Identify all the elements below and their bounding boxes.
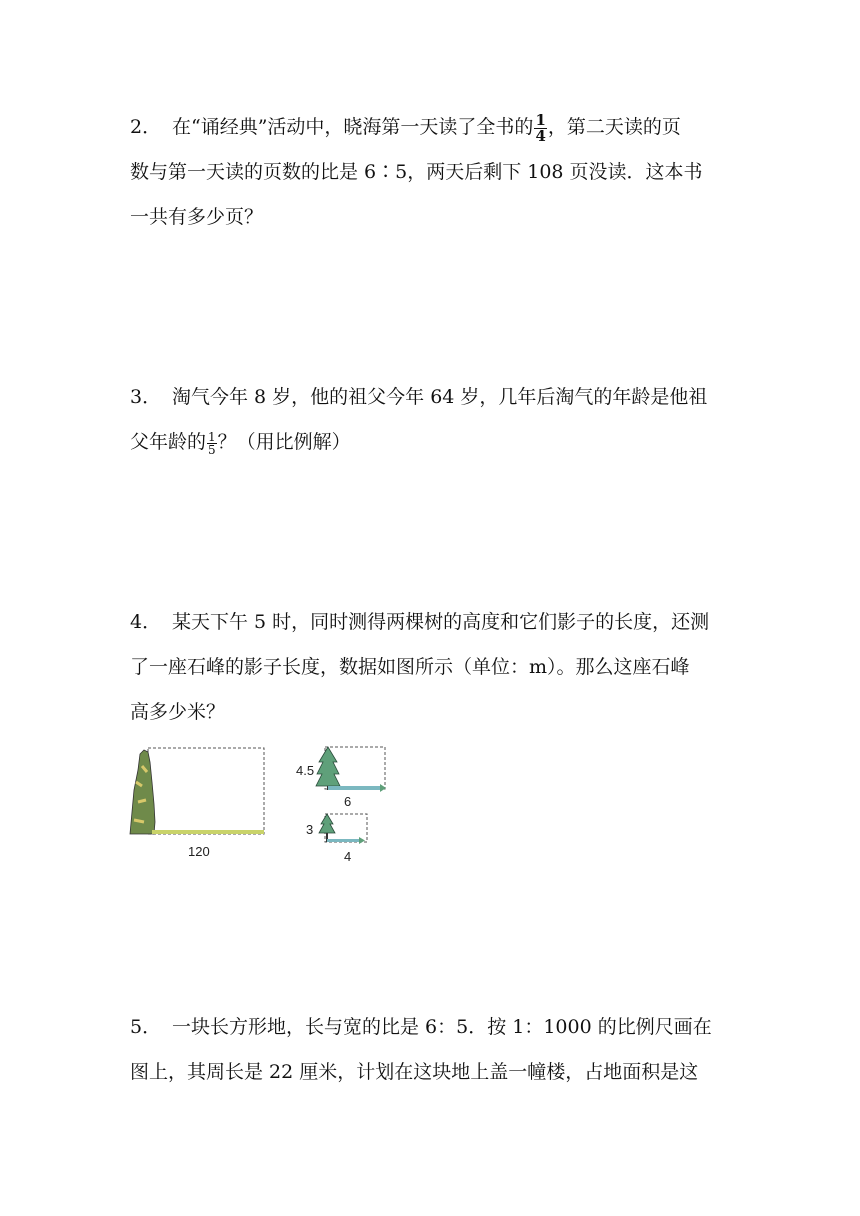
problem-text: ？（用比例解）: [217, 431, 351, 453]
shadow-figure: [128, 742, 398, 867]
tree-2-height-label: 3: [306, 822, 314, 837]
problem-text: 某天下午 5 时，同时测得两棵树的高度和它们影子的长度，还测: [172, 611, 710, 633]
problem-text: 淘气今年 8 岁，他的祖父今年 64 岁，几年后淘气的年龄是他祖: [172, 386, 708, 408]
fraction-numerator: 1: [535, 110, 546, 129]
problem-line: 高多少米？: [130, 701, 226, 723]
problem-2: [130, 105, 730, 240]
rock-shadow-bar: [152, 830, 264, 834]
tree-1-height-label: 4.5: [296, 763, 315, 778]
fraction: [534, 110, 546, 145]
problem-line: 了一座石峰的影子长度，数据如图所示（单位：m）。那么这座石峰: [130, 656, 690, 678]
tree-1-group: [296, 747, 386, 809]
rock-shadow-box: [148, 748, 264, 834]
problem-line: 数与第一天读的页数的比是 6∶5，两天后剩下 108 页没读．这本书: [130, 161, 703, 183]
problem-text: ，第二天读的页: [547, 116, 681, 138]
problem-text: 一块长方形地，长与宽的比是 6：5．按 1：1000 的比例尺画在: [172, 1016, 712, 1038]
fraction: [207, 431, 217, 456]
problem-number: 3．: [130, 386, 162, 408]
tree-1-shadow-bar: [328, 786, 380, 790]
fraction-denominator: 5: [208, 442, 216, 457]
problem-text: 父年龄的: [130, 431, 207, 453]
tree-1-icon: [316, 747, 340, 786]
problem-5: [130, 1005, 730, 1095]
problem-4: [130, 600, 730, 735]
tree-1-shadow-arrow-icon: [380, 784, 386, 792]
problem-3: [130, 375, 730, 465]
fraction-denominator: 4: [535, 126, 546, 145]
problem-number: 4．: [130, 611, 162, 633]
problem-line: [130, 105, 730, 150]
problem-line: [130, 420, 730, 465]
problem-number: 2．: [130, 116, 162, 138]
fraction-numerator: 1: [208, 429, 216, 444]
problem-number: 5．: [130, 1016, 162, 1038]
rock-shadow-label: 120: [188, 844, 210, 859]
problem-line: [130, 1005, 730, 1050]
problem-line: 一共有多少页？: [130, 206, 264, 228]
problem-line: [130, 375, 730, 420]
tree-2-shadow-arrow-icon: [359, 837, 365, 844]
tree-2-shadow-label: 4: [344, 849, 352, 864]
problem-line: [130, 600, 730, 645]
tree-1-shadow-label: 6: [344, 794, 352, 809]
problem-line: 图上，其周长是 22 厘米，计划在这块地上盖一幢楼，占地面积是这: [130, 1061, 699, 1083]
tree-2-shadow-bar: [327, 839, 359, 842]
tree-2-group: [306, 814, 367, 864]
rock-peak-group: [130, 748, 264, 859]
tree-2-icon: [319, 814, 335, 833]
problem-text: 在“诵经典”活动中，晓海第一天读了全书的: [172, 116, 534, 138]
